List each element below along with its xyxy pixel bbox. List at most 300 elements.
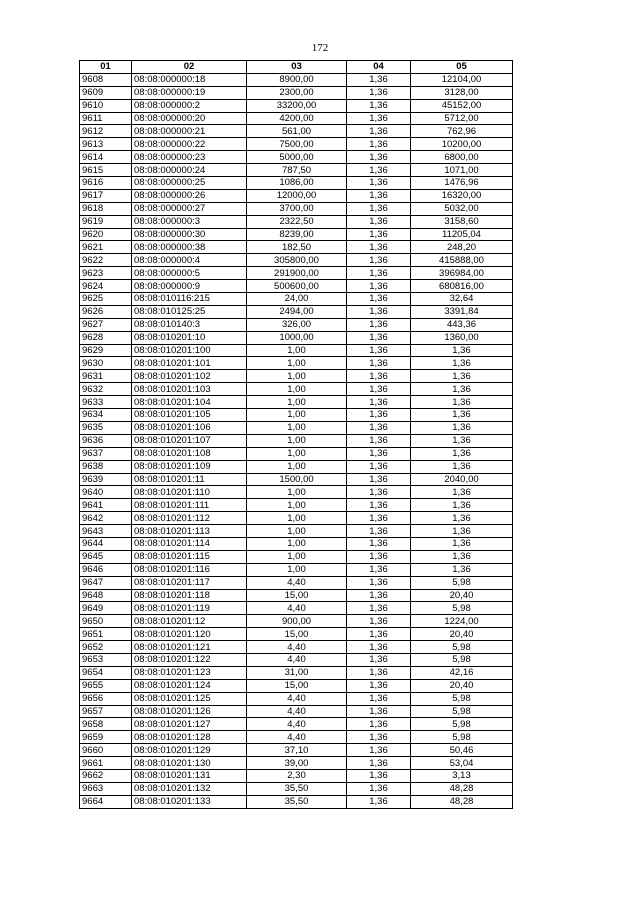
value-05-cell: 3391,84 [411,305,513,318]
value-05-cell: 1360,00 [411,331,513,344]
cadastral-number-cell: 08:08:000000:2 [132,99,247,112]
value-04-cell: 1,36 [347,447,411,460]
table-row [80,563,513,576]
value-03-cell: 12000,00 [247,189,347,202]
table-row [80,718,513,731]
value-03-cell: 1,00 [247,409,347,422]
cadastral-number-cell: 08:08:010201:114 [132,537,247,550]
value-04-cell: 1,36 [347,653,411,666]
value-03-cell: 1,00 [247,563,347,576]
table-row [80,421,513,434]
value-03-cell: 2322,50 [247,215,347,228]
cadastral-number-cell: 08:08:010201:104 [132,396,247,409]
table-row [80,73,513,86]
value-05-cell: 443,36 [411,318,513,331]
cadastral-number-cell: 08:08:010140:3 [132,318,247,331]
value-03-cell: 37,10 [247,744,347,757]
table-row [80,602,513,615]
value-04-cell: 1,36 [347,525,411,538]
value-05-cell: 1,36 [411,460,513,473]
cadastral-number-cell: 08:08:010201:110 [132,486,247,499]
cadastral-number-cell: 08:08:010201:116 [132,563,247,576]
value-05-cell: 1071,00 [411,164,513,177]
row-number-cell: 9631 [80,370,132,383]
value-04-cell: 1,36 [347,576,411,589]
value-04-cell: 1,36 [347,357,411,370]
value-05-cell: 5,98 [411,576,513,589]
table-row [80,331,513,344]
cadastral-number-cell: 08:08:010201:121 [132,641,247,654]
value-05-cell: 1,36 [411,434,513,447]
row-number-cell: 9661 [80,757,132,770]
value-04-cell: 1,36 [347,99,411,112]
value-04-cell: 1,36 [347,602,411,615]
cadastral-number-cell: 08:08:010201:107 [132,434,247,447]
row-number-cell: 9646 [80,563,132,576]
row-number-cell: 9645 [80,550,132,563]
table-row [80,125,513,138]
value-05-cell: 5032,00 [411,202,513,215]
value-03-cell: 1500,00 [247,473,347,486]
value-03-cell: 326,00 [247,318,347,331]
value-03-cell: 1,00 [247,383,347,396]
cadastral-number-cell: 08:08:000000:26 [132,189,247,202]
value-03-cell: 7500,00 [247,138,347,151]
table-row [80,666,513,679]
value-04-cell: 1,36 [347,795,411,808]
row-number-cell: 9626 [80,305,132,318]
row-number-cell: 9630 [80,357,132,370]
value-03-cell: 1,00 [247,512,347,525]
cadastral-number-cell: 08:08:010201:105 [132,409,247,422]
row-number-cell: 9634 [80,409,132,422]
value-04-cell: 1,36 [347,228,411,241]
value-03-cell: 8900,00 [247,73,347,86]
value-03-cell: 1,00 [247,396,347,409]
table-row [80,692,513,705]
table-row [80,228,513,241]
cadastral-number-cell: 08:08:010201:102 [132,370,247,383]
value-04-cell: 1,36 [347,280,411,293]
table-row [80,757,513,770]
table-row [80,409,513,422]
table-row [80,305,513,318]
value-04-cell: 1,36 [347,215,411,228]
cadastral-number-cell: 08:08:010201:126 [132,705,247,718]
row-number-cell: 9636 [80,434,132,447]
cadastral-number-cell: 08:08:000000:38 [132,241,247,254]
row-number-cell: 9654 [80,666,132,679]
value-05-cell: 20,40 [411,628,513,641]
value-05-cell: 2040,00 [411,473,513,486]
table-row [80,782,513,795]
value-04-cell: 1,36 [347,164,411,177]
table-row [80,499,513,512]
value-05-cell: 1,36 [411,537,513,550]
value-04-cell: 1,36 [347,460,411,473]
cadastral-number-cell: 08:08:010116:215 [132,293,247,306]
cadastral-number-cell: 08:08:010201:123 [132,666,247,679]
value-04-cell: 1,36 [347,757,411,770]
column-header-03: 03 [247,61,347,74]
value-03-cell: 1,00 [247,357,347,370]
value-04-cell: 1,36 [347,396,411,409]
cadastral-number-cell: 08:08:010201:117 [132,576,247,589]
row-number-cell: 9614 [80,151,132,164]
table-row [80,795,513,808]
value-03-cell: 4,40 [247,641,347,654]
table-row [80,589,513,602]
value-04-cell: 1,36 [347,499,411,512]
table-body [80,73,513,808]
value-03-cell: 4,40 [247,705,347,718]
table-row [80,744,513,757]
cadastral-number-cell: 08:08:000000:24 [132,164,247,177]
table-row [80,215,513,228]
value-05-cell: 16320,00 [411,189,513,202]
row-number-cell: 9647 [80,576,132,589]
row-number-cell: 9652 [80,641,132,654]
value-03-cell: 2300,00 [247,86,347,99]
value-03-cell: 1,00 [247,537,347,550]
cadastral-number-cell: 08:08:010201:100 [132,344,247,357]
cadastral-number-cell: 08:08:000000:9 [132,280,247,293]
cadastral-number-cell: 08:08:000000:21 [132,125,247,138]
value-04-cell: 1,36 [347,705,411,718]
row-number-cell: 9629 [80,344,132,357]
value-03-cell: 33200,00 [247,99,347,112]
row-number-cell: 9657 [80,705,132,718]
value-04-cell: 1,36 [347,666,411,679]
value-04-cell: 1,36 [347,151,411,164]
value-03-cell: 4,40 [247,602,347,615]
table-row [80,653,513,666]
value-04-cell: 1,36 [347,202,411,215]
cadastral-number-cell: 08:08:010201:129 [132,744,247,757]
column-header-05: 05 [411,61,513,74]
data-table [79,60,513,809]
value-05-cell: 1,36 [411,370,513,383]
value-04-cell: 1,36 [347,370,411,383]
value-03-cell: 1086,00 [247,177,347,190]
column-header-02: 02 [132,61,247,74]
row-number-cell: 9625 [80,293,132,306]
row-number-cell: 9638 [80,460,132,473]
value-05-cell: 11205,04 [411,228,513,241]
value-05-cell: 248,20 [411,241,513,254]
value-04-cell: 1,36 [347,344,411,357]
table-row [80,267,513,280]
value-05-cell: 5,98 [411,705,513,718]
value-05-cell: 5,98 [411,692,513,705]
table-row [80,280,513,293]
cadastral-number-cell: 08:08:000000:22 [132,138,247,151]
value-05-cell: 53,04 [411,757,513,770]
value-05-cell: 50,46 [411,744,513,757]
cadastral-number-cell: 08:08:010201:130 [132,757,247,770]
table-row [80,86,513,99]
value-03-cell: 35,50 [247,782,347,795]
cadastral-number-cell: 08:08:000000:5 [132,267,247,280]
table-row [80,164,513,177]
cadastral-number-cell: 08:08:010125:25 [132,305,247,318]
value-05-cell: 1,36 [411,499,513,512]
value-04-cell: 1,36 [347,744,411,757]
row-number-cell: 9624 [80,280,132,293]
value-04-cell: 1,36 [347,293,411,306]
value-03-cell: 39,00 [247,757,347,770]
cadastral-number-cell: 08:08:000000:25 [132,177,247,190]
row-number-cell: 9655 [80,679,132,692]
cadastral-number-cell: 08:08:010201:101 [132,357,247,370]
cadastral-number-cell: 08:08:010201:113 [132,525,247,538]
value-03-cell: 1,00 [247,344,347,357]
value-04-cell: 1,36 [347,421,411,434]
row-number-cell: 9659 [80,731,132,744]
value-04-cell: 1,36 [347,125,411,138]
value-03-cell: 8239,00 [247,228,347,241]
row-number-cell: 9656 [80,692,132,705]
cadastral-number-cell: 08:08:000000:30 [132,228,247,241]
row-number-cell: 9643 [80,525,132,538]
value-03-cell: 1000,00 [247,331,347,344]
table-row [80,202,513,215]
value-05-cell: 396984,00 [411,267,513,280]
value-03-cell: 24,00 [247,293,347,306]
value-05-cell: 5,98 [411,718,513,731]
row-number-cell: 9621 [80,241,132,254]
row-number-cell: 9612 [80,125,132,138]
row-number-cell: 9648 [80,589,132,602]
cadastral-number-cell: 08:08:010201:115 [132,550,247,563]
value-04-cell: 1,36 [347,679,411,692]
table-row [80,512,513,525]
table-row [80,254,513,267]
value-05-cell: 10200,00 [411,138,513,151]
value-03-cell: 1,00 [247,460,347,473]
value-05-cell: 1,36 [411,563,513,576]
value-04-cell: 1,36 [347,189,411,202]
value-03-cell: 4,40 [247,731,347,744]
row-number-cell: 9641 [80,499,132,512]
row-number-cell: 9649 [80,602,132,615]
cadastral-number-cell: 08:08:010201:108 [132,447,247,460]
column-header-04: 04 [347,61,411,74]
row-number-cell: 9608 [80,73,132,86]
value-03-cell: 3700,00 [247,202,347,215]
value-03-cell: 4,40 [247,576,347,589]
row-number-cell: 9619 [80,215,132,228]
row-number-cell: 9627 [80,318,132,331]
value-04-cell: 1,36 [347,615,411,628]
table-row [80,112,513,125]
value-05-cell: 5,98 [411,731,513,744]
cadastral-number-cell: 08:08:010201:122 [132,653,247,666]
row-number-cell: 9623 [80,267,132,280]
value-05-cell: 1,36 [411,525,513,538]
value-04-cell: 1,36 [347,628,411,641]
value-04-cell: 1,36 [347,641,411,654]
value-04-cell: 1,36 [347,550,411,563]
row-number-cell: 9635 [80,421,132,434]
table-row [80,473,513,486]
table-row [80,151,513,164]
value-03-cell: 1,00 [247,486,347,499]
row-number-cell: 9622 [80,254,132,267]
value-03-cell: 2494,00 [247,305,347,318]
value-04-cell: 1,36 [347,589,411,602]
table-row [80,769,513,782]
value-03-cell: 1,00 [247,370,347,383]
value-03-cell: 4,40 [247,692,347,705]
cadastral-number-cell: 08:08:000000:23 [132,151,247,164]
row-number-cell: 9618 [80,202,132,215]
cadastral-number-cell: 08:08:000000:20 [132,112,247,125]
value-04-cell: 1,36 [347,305,411,318]
value-03-cell: 15,00 [247,589,347,602]
value-04-cell: 1,36 [347,512,411,525]
value-03-cell: 305800,00 [247,254,347,267]
value-03-cell: 561,00 [247,125,347,138]
cadastral-number-cell: 08:08:010201:106 [132,421,247,434]
value-03-cell: 1,00 [247,499,347,512]
value-05-cell: 48,28 [411,795,513,808]
table-row [80,177,513,190]
value-04-cell: 1,36 [347,486,411,499]
row-number-cell: 9640 [80,486,132,499]
value-04-cell: 1,36 [347,434,411,447]
table-row [80,550,513,563]
table-row [80,434,513,447]
row-number-cell: 9637 [80,447,132,460]
row-number-cell: 9610 [80,99,132,112]
cadastral-number-cell: 08:08:000000:27 [132,202,247,215]
table-row [80,731,513,744]
value-04-cell: 1,36 [347,537,411,550]
value-03-cell: 182,50 [247,241,347,254]
value-04-cell: 1,36 [347,267,411,280]
row-number-cell: 9644 [80,537,132,550]
table-row [80,628,513,641]
value-03-cell: 1,00 [247,550,347,563]
value-05-cell: 1,36 [411,357,513,370]
row-number-cell: 9616 [80,177,132,190]
value-04-cell: 1,36 [347,241,411,254]
value-03-cell: 4200,00 [247,112,347,125]
value-03-cell: 35,50 [247,795,347,808]
cadastral-number-cell: 08:08:010201:10 [132,331,247,344]
value-05-cell: 680816,00 [411,280,513,293]
cadastral-number-cell: 08:08:010201:119 [132,602,247,615]
row-number-cell: 9611 [80,112,132,125]
value-03-cell: 1,00 [247,447,347,460]
value-04-cell: 1,36 [347,254,411,267]
row-number-cell: 9662 [80,769,132,782]
cadastral-number-cell: 08:08:010201:118 [132,589,247,602]
cadastral-number-cell: 08:08:010201:131 [132,769,247,782]
row-number-cell: 9620 [80,228,132,241]
value-05-cell: 3128,00 [411,86,513,99]
value-03-cell: 900,00 [247,615,347,628]
cadastral-number-cell: 08:08:010201:11 [132,473,247,486]
row-number-cell: 9650 [80,615,132,628]
value-03-cell: 15,00 [247,628,347,641]
table-row [80,396,513,409]
row-number-cell: 9609 [80,86,132,99]
table-row [80,525,513,538]
value-03-cell: 291900,00 [247,267,347,280]
value-04-cell: 1,36 [347,73,411,86]
value-05-cell: 42,16 [411,666,513,679]
value-03-cell: 5000,00 [247,151,347,164]
value-05-cell: 45152,00 [411,99,513,112]
value-04-cell: 1,36 [347,318,411,331]
value-03-cell: 1,00 [247,421,347,434]
value-03-cell: 1,00 [247,434,347,447]
cadastral-number-cell: 08:08:000000:3 [132,215,247,228]
table-row [80,293,513,306]
cadastral-number-cell: 08:08:010201:124 [132,679,247,692]
table-row [80,460,513,473]
table-row [80,576,513,589]
value-04-cell: 1,36 [347,782,411,795]
value-04-cell: 1,36 [347,138,411,151]
value-05-cell: 3158,60 [411,215,513,228]
column-header-01: 01 [80,61,132,74]
value-04-cell: 1,36 [347,177,411,190]
table-row [80,447,513,460]
value-03-cell: 2,30 [247,769,347,782]
cadastral-number-cell: 08:08:010201:12 [132,615,247,628]
table-row [80,241,513,254]
value-05-cell: 5,98 [411,641,513,654]
value-05-cell: 6800,00 [411,151,513,164]
table-row [80,99,513,112]
cadastral-number-cell: 08:08:010201:125 [132,692,247,705]
table-row [80,537,513,550]
row-number-cell: 9651 [80,628,132,641]
value-05-cell: 1,36 [411,421,513,434]
value-05-cell: 5,98 [411,653,513,666]
value-05-cell: 5,98 [411,602,513,615]
row-number-cell: 9664 [80,795,132,808]
row-number-cell: 9663 [80,782,132,795]
row-number-cell: 9632 [80,383,132,396]
value-03-cell: 4,40 [247,718,347,731]
table-row [80,615,513,628]
cadastral-number-cell: 08:08:010201:133 [132,795,247,808]
row-number-cell: 9628 [80,331,132,344]
table-row [80,138,513,151]
row-number-cell: 9658 [80,718,132,731]
value-04-cell: 1,36 [347,86,411,99]
value-05-cell: 1,36 [411,409,513,422]
value-05-cell: 1476,96 [411,177,513,190]
cadastral-number-cell: 08:08:010201:127 [132,718,247,731]
value-05-cell: 1,36 [411,550,513,563]
value-04-cell: 1,36 [347,692,411,705]
cadastral-number-cell: 08:08:010201:111 [132,499,247,512]
value-05-cell: 1,36 [411,512,513,525]
value-03-cell: 787,50 [247,164,347,177]
table-row [80,486,513,499]
table-row [80,357,513,370]
cadastral-number-cell: 08:08:000000:18 [132,73,247,86]
row-number-cell: 9617 [80,189,132,202]
value-04-cell: 1,36 [347,112,411,125]
value-03-cell: 4,40 [247,653,347,666]
value-05-cell: 20,40 [411,679,513,692]
